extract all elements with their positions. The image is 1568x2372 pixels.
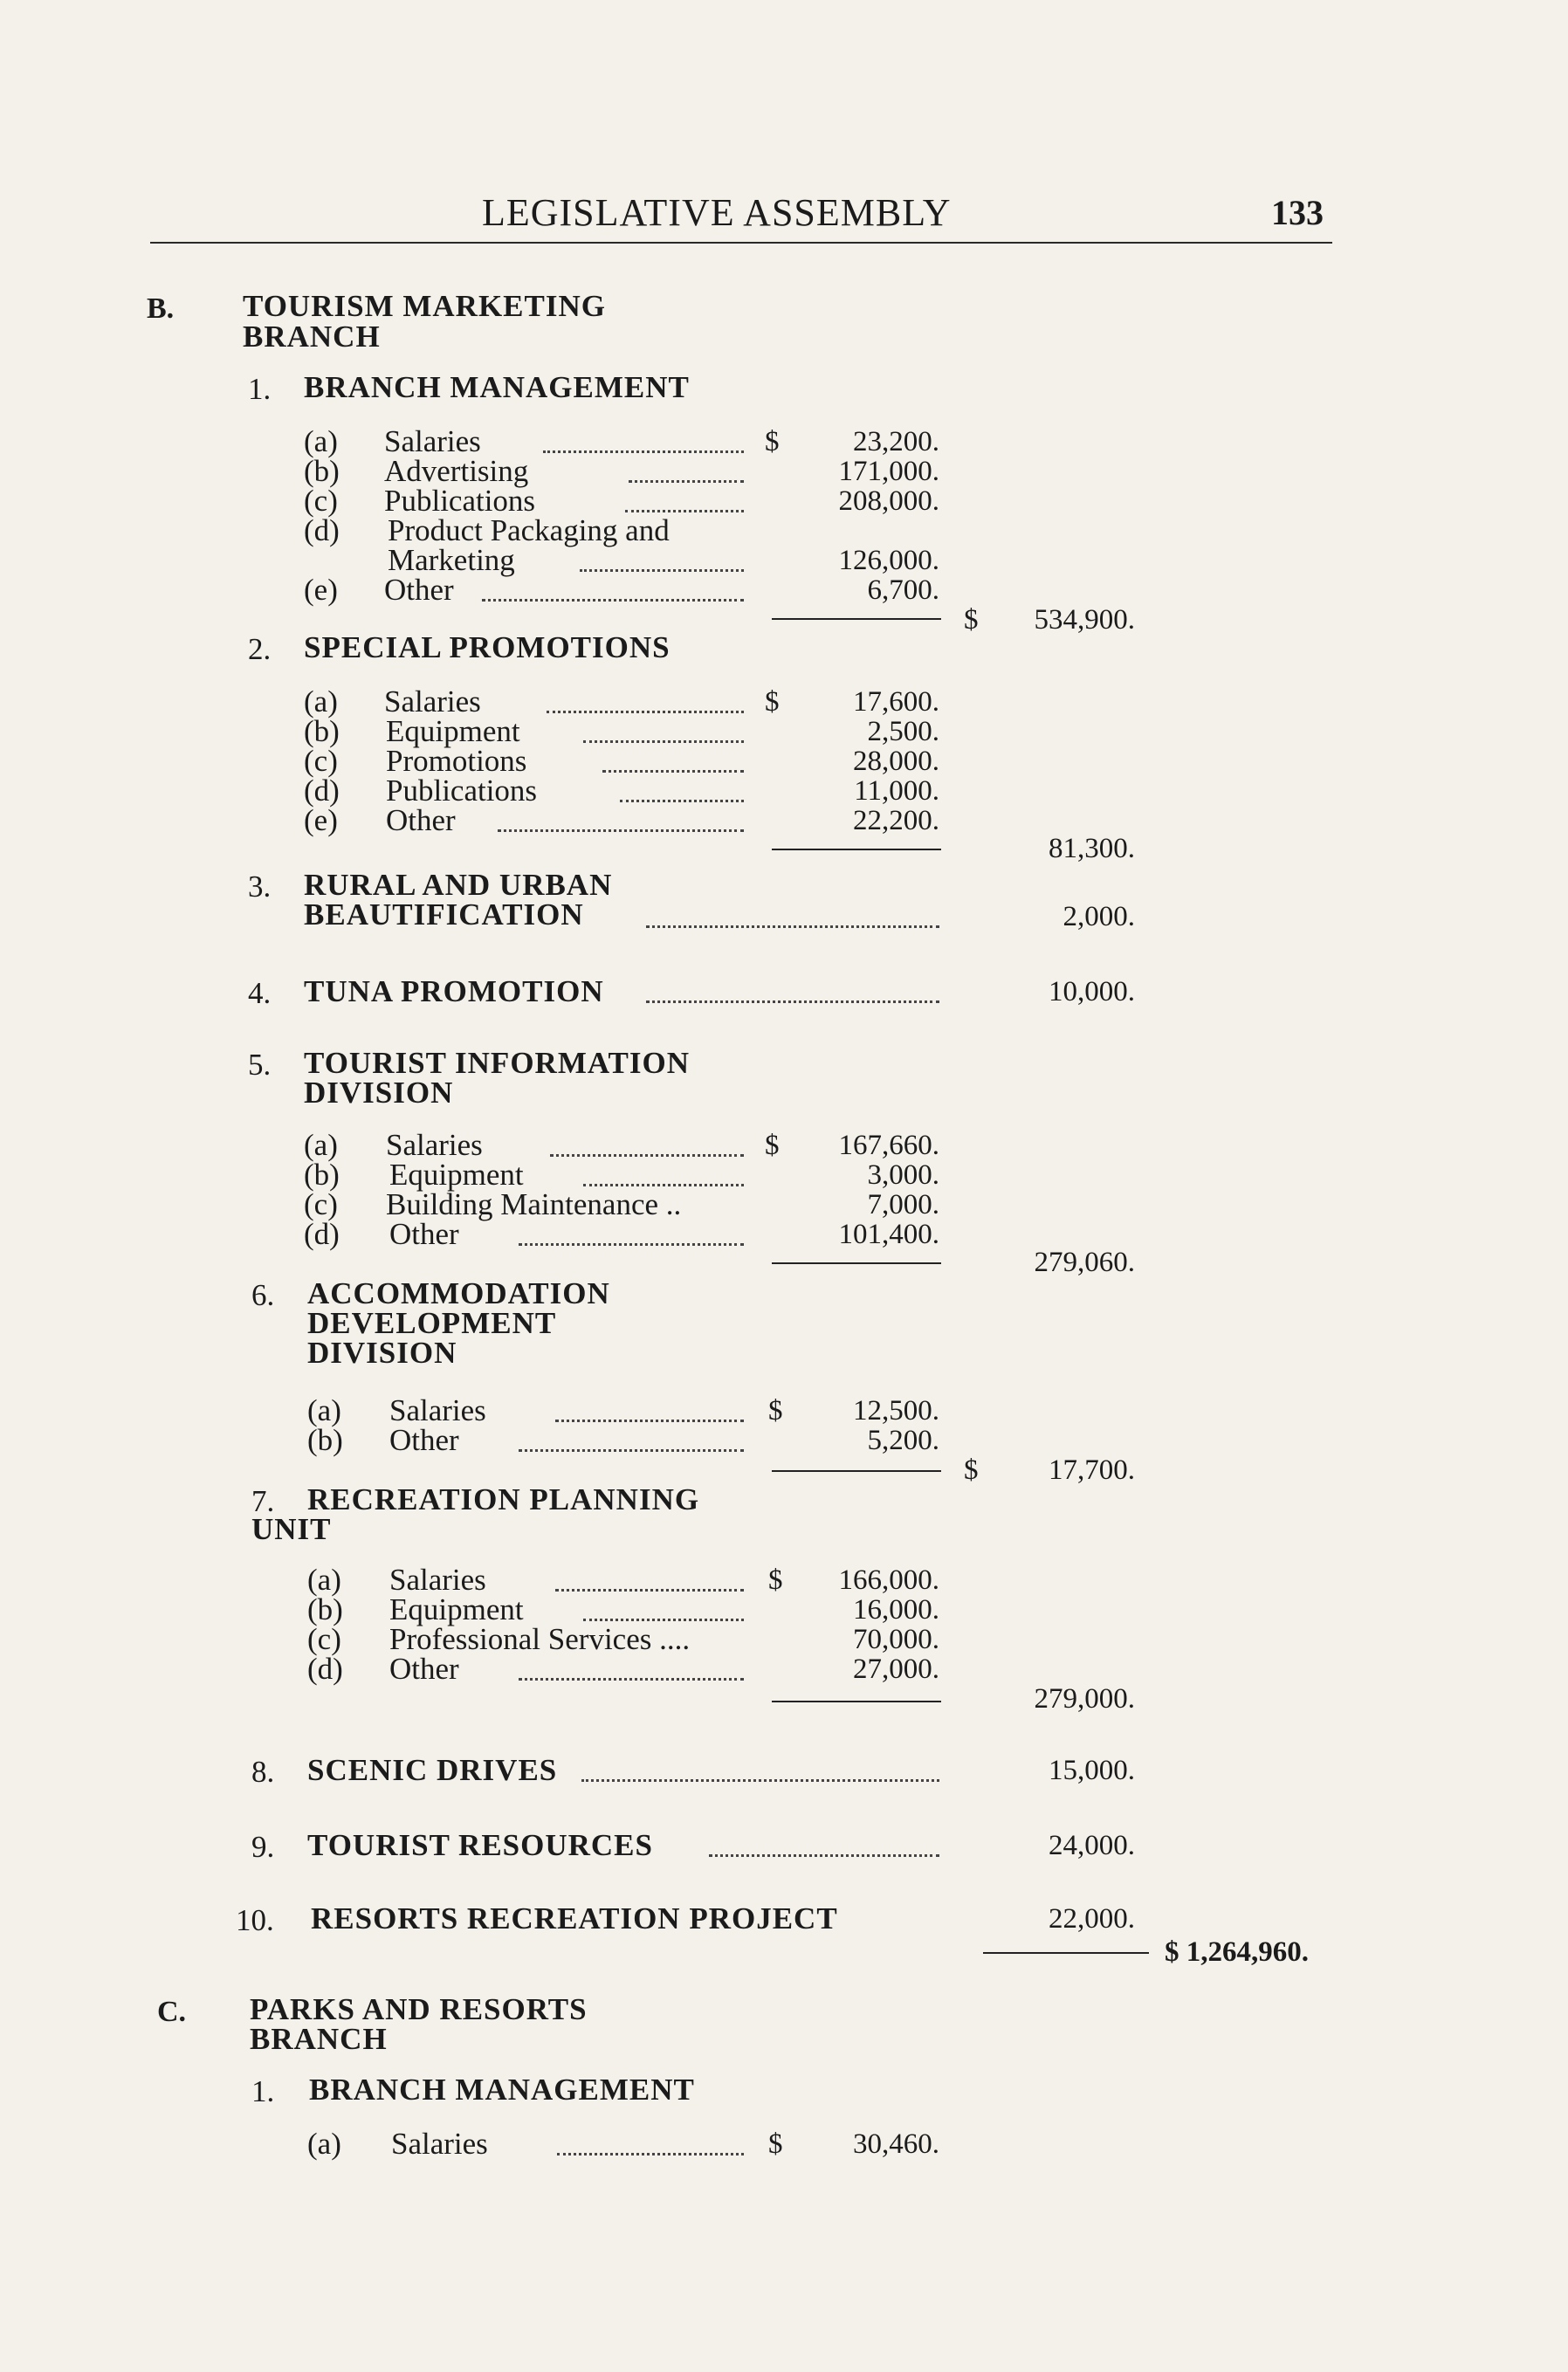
item-amount: 22,200. [853, 805, 939, 836]
dollar-sign: $ [765, 1130, 780, 1161]
item-letter: (b) [307, 1423, 343, 1457]
item-letter: (a) [307, 1393, 341, 1427]
dot-leader [519, 1449, 744, 1452]
subsection-title-line2: BEAUTIFICATION [304, 897, 584, 932]
item-letter: (a) [307, 2127, 341, 2161]
item-name: Equipment [386, 714, 520, 748]
item-name: Salaries [384, 684, 481, 718]
dollar-sign: $ [964, 604, 979, 636]
subsection-number: 10. [236, 1903, 274, 1937]
dot-leader [555, 1420, 744, 1422]
item-name: Other [384, 573, 454, 607]
subsection-title: BRANCH MANAGEMENT [309, 2073, 695, 2107]
subsection-total: 22,000. [1049, 1903, 1135, 1935]
page-header-title: LEGISLATIVE ASSEMBLY [482, 191, 952, 234]
subsection-title: SCENIC DRIVES [307, 1753, 558, 1787]
item-letter: (b) [304, 454, 340, 488]
subsection-total: 279,060. [1034, 1247, 1135, 1278]
section-c-title-line1: PARKS AND RESORTS [250, 1992, 588, 2026]
section-c-title-line2: BRANCH [250, 2022, 388, 2056]
item-letter: (b) [307, 1592, 343, 1626]
subsection-number: 1. [248, 372, 272, 406]
subsection-total: 24,000. [1049, 1830, 1135, 1861]
dot-leader [482, 599, 744, 602]
dot-leader [580, 569, 744, 572]
item-amount: 6,700. [867, 574, 939, 606]
item-name: Advertising [384, 454, 529, 488]
subtotal-rule [772, 1470, 941, 1472]
subsection-title-line2: DIVISION [304, 1076, 454, 1110]
subtotal-rule [772, 849, 941, 850]
item-name: Salaries [391, 2127, 488, 2161]
dot-leader [709, 1854, 939, 1857]
subsection-title-line1: RURAL AND URBAN [304, 868, 613, 902]
item-name: Professional Services .... [389, 1622, 691, 1656]
subsection-title-line2: UNIT [251, 1512, 332, 1546]
dot-leader [646, 925, 939, 928]
item-amount: 7,000. [867, 1189, 939, 1220]
item-letter: (d) [304, 1217, 340, 1251]
item-letter: (a) [304, 684, 338, 718]
subsection-total: 10,000. [1049, 976, 1135, 1007]
section-label-b: B. [147, 292, 175, 325]
dollar-sign: $ [768, 1564, 783, 1596]
subsection-number: 7. [251, 1484, 275, 1518]
item-name: Equipment [389, 1592, 524, 1626]
subsection-number: 8. [251, 1755, 275, 1789]
dollar-sign: $ [768, 1395, 783, 1427]
item-letter: (c) [304, 1187, 338, 1221]
item-letter: (e) [304, 573, 338, 607]
dot-leader [629, 480, 744, 483]
item-name: Other [389, 1652, 459, 1686]
dot-leader [555, 1589, 744, 1592]
subsection-total: 15,000. [1049, 1755, 1135, 1786]
dollar-sign: $ [765, 686, 780, 718]
dot-leader [519, 1243, 744, 1246]
item-name: Other [386, 803, 456, 837]
dot-leader [583, 1619, 744, 1621]
dot-leader [498, 829, 744, 832]
item-amount: 171,000. [838, 456, 939, 487]
subtotal-rule [772, 618, 941, 620]
subsection-title: TOURIST RESOURCES [307, 1828, 653, 1862]
subsection-title: TUNA PROMOTION [304, 974, 604, 1008]
item-amount: 17,600. [853, 686, 939, 718]
item-name: Promotions [386, 744, 527, 778]
item-letter: (d) [304, 773, 340, 808]
subsection-title-line1: ACCOMMODATION [307, 1276, 610, 1310]
item-letter: (a) [307, 1563, 341, 1597]
subsection-title: BRANCH MANAGEMENT [304, 370, 690, 404]
dot-leader [519, 1678, 744, 1681]
item-amount: 208,000. [838, 485, 939, 517]
subsection-number: 6. [251, 1278, 275, 1312]
item-amount: 28,000. [853, 746, 939, 777]
subsection-number: 2. [248, 632, 272, 666]
section-grand-total: $ 1,264,960. [1165, 1936, 1309, 1968]
item-amount: 126,000. [838, 545, 939, 576]
dot-leader [646, 1000, 939, 1003]
subsection-total: 81,300. [1049, 833, 1135, 864]
item-amount: 101,400. [838, 1219, 939, 1250]
item-name: Publications [384, 484, 536, 518]
item-name-continued: Marketing [388, 543, 515, 577]
item-amount: 16,000. [853, 1594, 939, 1626]
item-amount: 5,200. [867, 1425, 939, 1456]
dot-leader [583, 740, 744, 743]
item-letter: (a) [304, 424, 338, 458]
item-name: Other [389, 1217, 459, 1251]
dollar-sign: $ [768, 2128, 783, 2160]
subsection-total: 2,000. [1063, 901, 1135, 932]
item-name: Product Packaging and [388, 513, 670, 547]
item-name: Salaries [389, 1563, 486, 1597]
header-rule [150, 242, 1332, 244]
item-name: Publications [386, 773, 538, 808]
subsection-title: SPECIAL PROMOTIONS [304, 630, 671, 664]
dollar-sign: $ [765, 426, 780, 457]
subtotal-rule [772, 1262, 941, 1264]
subsection-title: RESORTS RECREATION PROJECT [311, 1901, 838, 1935]
item-name: Other [389, 1423, 459, 1457]
subsection-number: 9. [251, 1830, 275, 1864]
item-name: Salaries [389, 1393, 486, 1427]
dot-leader [602, 770, 744, 773]
item-letter: (a) [304, 1128, 338, 1162]
item-amount: 11,000. [854, 775, 939, 807]
item-amount: 70,000. [853, 1624, 939, 1655]
item-amount: 27,000. [853, 1654, 939, 1685]
total-rule [983, 1952, 1149, 1954]
item-amount: 3,000. [867, 1159, 939, 1191]
item-amount: 2,500. [867, 716, 939, 747]
dot-leader [557, 2153, 744, 2155]
dot-leader [620, 800, 744, 802]
dollar-sign: $ [964, 1454, 979, 1486]
dot-leader [581, 1779, 939, 1782]
dot-leader [625, 510, 744, 512]
dot-leader [583, 1184, 744, 1186]
item-name: Salaries [384, 424, 481, 458]
subsection-title-line1: RECREATION PLANNING [307, 1482, 700, 1516]
subsection-title-line3: DIVISION [307, 1336, 457, 1370]
subsection-title-line1: TOURIST INFORMATION [304, 1046, 690, 1080]
item-letter: (d) [307, 1652, 343, 1686]
item-name: Equipment [389, 1158, 524, 1192]
item-amount: 23,200. [853, 426, 939, 457]
subsection-total: 534,900. [1034, 604, 1135, 636]
subsection-number: 1. [251, 2074, 275, 2108]
item-amount: 166,000. [838, 1564, 939, 1596]
item-letter: (e) [304, 803, 338, 837]
dot-leader [547, 711, 744, 713]
item-letter: (c) [304, 744, 338, 778]
subsection-number: 5. [248, 1048, 272, 1082]
item-letter: (c) [307, 1622, 341, 1656]
item-amount: 12,500. [853, 1395, 939, 1427]
subsection-number: 3. [248, 870, 272, 904]
item-letter: (d) [304, 513, 340, 547]
item-letter: (b) [304, 1158, 340, 1192]
subsection-title-line2: DEVELOPMENT [307, 1306, 557, 1340]
section-b-title-line2: BRANCH [243, 320, 381, 354]
dot-leader [550, 1154, 744, 1157]
section-b-title-line1: TOURISM MARKETING [243, 289, 606, 323]
item-letter: (c) [304, 484, 338, 518]
item-name: Building Maintenance .. [386, 1187, 682, 1221]
item-amount: 30,460. [853, 2128, 939, 2160]
item-letter: (b) [304, 714, 340, 748]
subsection-number: 4. [248, 976, 272, 1010]
subsection-total: 279,000. [1034, 1683, 1135, 1715]
section-label-c: C. [157, 1996, 187, 2028]
dot-leader [543, 450, 744, 453]
item-name: Salaries [386, 1128, 483, 1162]
item-amount: 167,660. [838, 1130, 939, 1161]
subsection-total: 17,700. [1049, 1454, 1135, 1486]
subtotal-rule [772, 1701, 941, 1702]
page-number: 133 [1271, 193, 1324, 232]
